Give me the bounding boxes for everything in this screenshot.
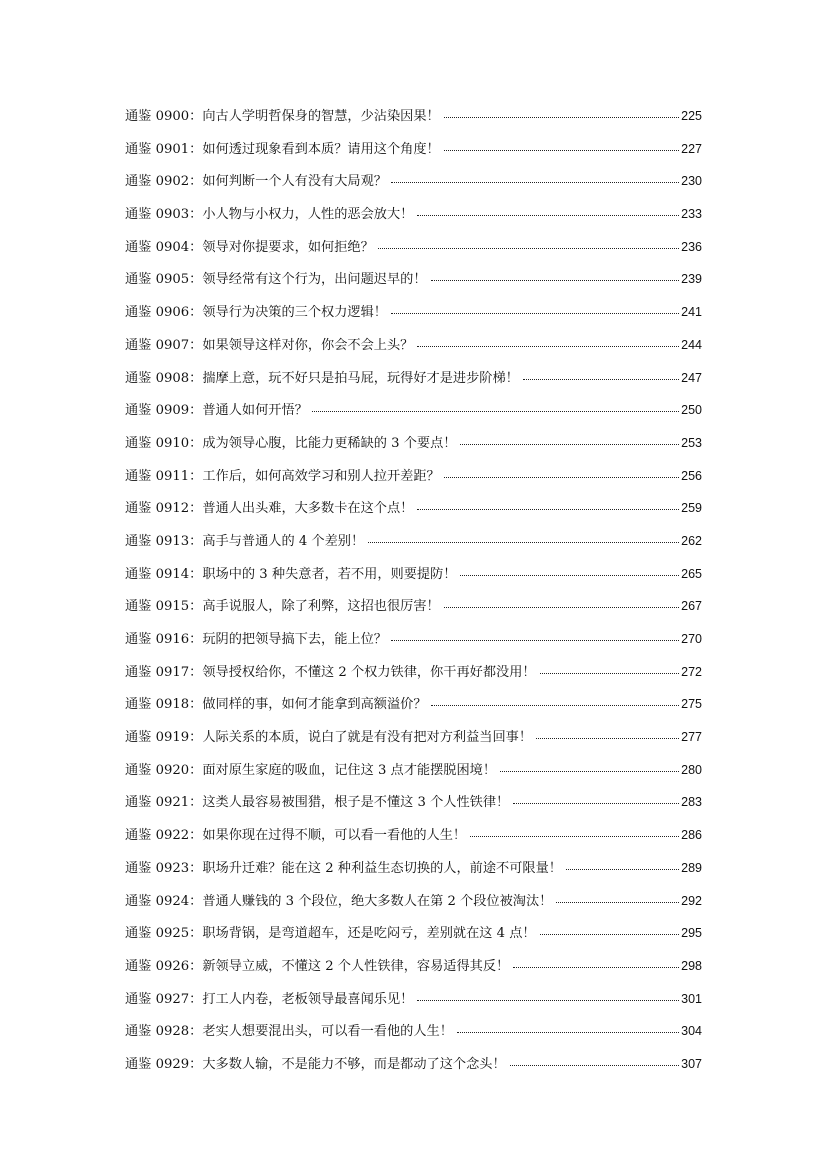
dot-leader <box>510 1064 680 1066</box>
toc-entry-title: 通鉴 0927：打工人内卷，老板领导最喜闻乐见！ <box>125 991 414 1007</box>
toc-entry[interactable] <box>125 923 702 956</box>
toc-entry-title: 通鉴 0922：如果你现在过得不顺，可以看一看他的人生！ <box>125 828 467 844</box>
toc-entry-title: 通鉴 0901：如何透过现象看到本质？请用这个角度！ <box>125 141 440 157</box>
dot-leader <box>431 279 680 281</box>
dot-leader <box>540 933 680 935</box>
dot-leader <box>470 835 679 837</box>
toc-entry-title: 通鉴 0928：老实人想要混出头，可以看一看他的人生！ <box>125 1024 453 1040</box>
dot-leader <box>460 574 679 576</box>
toc-entry[interactable] <box>125 727 702 760</box>
toc-entry[interactable] <box>125 106 702 139</box>
toc-entry-title: 通鉴 0905：领导经常有这个行为，出问题迟早的！ <box>125 272 427 288</box>
dot-leader <box>391 312 679 314</box>
toc-entry-page-number: 272 <box>681 664 702 679</box>
toc-entry-page-number: 239 <box>681 272 702 287</box>
toc-entry-page-number: 298 <box>681 958 702 973</box>
toc-entry-title: 通鉴 0917：领导授权给你，不懂这 2 个权力铁律，你干再好都没用！ <box>125 664 536 680</box>
dot-leader <box>536 737 679 739</box>
toc-entry-title: 通鉴 0924：普通人赚钱的 3 个段位，绝大多数人在第 2 个段位被淘汰！ <box>125 893 553 909</box>
dot-leader <box>378 247 679 249</box>
dot-leader <box>513 802 679 804</box>
toc-entry[interactable] <box>125 302 702 335</box>
toc-entry-title: 通鉴 0915：高手说服人，除了利弊，这招也很厉害！ <box>125 599 440 615</box>
toc-entry-page-number: 233 <box>681 207 702 222</box>
toc-entry-page-number: 283 <box>681 795 702 810</box>
dot-leader <box>444 116 679 118</box>
toc-entry[interactable] <box>125 989 702 1022</box>
toc-entry-page-number: 250 <box>681 403 702 418</box>
dot-leader <box>540 672 680 674</box>
toc-entry[interactable] <box>125 269 702 302</box>
toc-entry-page-number: 280 <box>681 762 702 777</box>
toc-entry-page-number: 307 <box>681 1056 702 1071</box>
toc-entry-title: 通鉴 0907：如果领导这样对你，你会不会上头？ <box>125 337 414 353</box>
toc-entry[interactable] <box>125 466 702 499</box>
toc-entry-page-number: 292 <box>681 893 702 908</box>
dot-leader <box>417 508 679 510</box>
toc-entry-page-number: 301 <box>681 991 702 1006</box>
toc-entry-page-number: 270 <box>681 632 702 646</box>
toc-entry-page-number: 256 <box>681 468 702 483</box>
dot-leader <box>457 1031 679 1033</box>
dot-leader <box>417 345 679 347</box>
dot-leader <box>391 639 679 641</box>
toc-entry[interactable] <box>125 237 702 270</box>
toc-entry[interactable] <box>125 1021 702 1054</box>
toc-entry[interactable] <box>125 760 702 793</box>
toc-entry-page-number: 236 <box>681 239 702 254</box>
toc-entry-title: 通鉴 0913：高手与普通人的 4 个差别！ <box>125 533 365 549</box>
toc-entry-page-number: 286 <box>681 828 702 843</box>
toc-entry[interactable] <box>125 596 702 629</box>
toc-entry[interactable] <box>125 694 702 727</box>
toc-entry-page-number: 277 <box>681 730 702 745</box>
toc-entry-page-number: 247 <box>681 370 702 385</box>
dot-leader <box>460 443 679 445</box>
toc-entry-title: 通鉴 0902：如何判断一个人有没有大局观？ <box>125 174 387 190</box>
toc-entry-page-number: 244 <box>681 337 702 352</box>
toc-entry[interactable] <box>125 433 702 466</box>
toc-entry-page-number: 241 <box>681 305 702 320</box>
toc-entry[interactable] <box>125 368 702 401</box>
toc-entry-title: 通鉴 0908：揣摩上意，玩不好只是拍马屁，玩得好才是进步阶梯！ <box>125 370 519 386</box>
dot-leader <box>417 214 679 216</box>
toc-entry-title: 通鉴 0904：领导对你提要求，如何拒绝？ <box>125 239 374 255</box>
toc-entry-page-number: 259 <box>681 501 702 516</box>
toc-entry-page-number: 262 <box>681 533 702 548</box>
toc-entry-title: 通鉴 0918：做同样的事，如何才能拿到高额溢价？ <box>125 697 427 713</box>
toc-entry[interactable] <box>125 662 702 695</box>
dot-leader <box>417 999 679 1001</box>
dot-leader <box>391 181 679 183</box>
toc-entry-title: 通鉴 0910：成为领导心腹，比能力更稀缺的 3 个要点！ <box>125 435 457 451</box>
toc-entry-page-number: 275 <box>681 697 702 712</box>
toc-entry[interactable] <box>125 139 702 172</box>
toc-entry-title: 通鉴 0920：面对原生家庭的吸血，记住这 3 点才能摆脱困境！ <box>125 762 497 778</box>
toc-entry-title: 通鉴 0911：工作后，如何高效学习和别人拉开差距？ <box>125 468 440 484</box>
dot-leader <box>566 868 679 870</box>
toc-entry[interactable] <box>125 171 702 204</box>
toc-entry-title: 通鉴 0921：这类人最容易被围猎，根子是不懂这 3 个人性铁律！ <box>125 795 510 811</box>
toc-entry-title: 通鉴 0926：新领导立威，不懂这 2 个人性铁律，容易适得其反！ <box>125 958 510 974</box>
toc-entry[interactable] <box>125 564 702 597</box>
toc-entry-title: 通鉴 0903：小人物与小权力，人性的恶会放大！ <box>125 207 414 223</box>
toc-entry[interactable] <box>125 204 702 237</box>
toc-entry-page-number: 265 <box>681 566 702 581</box>
toc-entry[interactable] <box>125 891 702 924</box>
toc-entry-page-number: 225 <box>681 109 702 123</box>
toc-entry-page-number: 227 <box>681 141 702 156</box>
dot-leader <box>312 410 679 412</box>
dot-leader <box>523 378 679 380</box>
toc-entry-title: 通鉴 0914：职场中的 3 种失意者，若不用，则要提防！ <box>125 566 457 582</box>
dot-leader <box>444 149 679 151</box>
toc-entry-title: 通鉴 0906：领导行为决策的三个权力逻辑！ <box>125 305 387 321</box>
dot-leader <box>500 770 679 772</box>
dot-leader <box>368 541 679 543</box>
toc-entry-title: 通鉴 0929：大多数人输，不是能力不够，而是都动了这个念头！ <box>125 1056 506 1072</box>
toc-entry[interactable] <box>125 629 702 662</box>
toc-entry-page-number: 230 <box>681 174 702 189</box>
toc-entry-page-number: 295 <box>681 926 702 941</box>
toc-entry[interactable] <box>125 335 702 368</box>
dot-leader <box>556 901 679 903</box>
toc-entry[interactable] <box>125 531 702 564</box>
dot-leader <box>513 966 679 968</box>
dot-leader <box>444 476 679 478</box>
table-of-contents <box>125 106 702 1087</box>
toc-entry[interactable] <box>125 1054 702 1087</box>
toc-entry-title: 通鉴 0916：玩阴的把领导搞下去，能上位？ <box>125 632 387 647</box>
toc-entry-title: 通鉴 0909：普通人如何开悟？ <box>125 403 308 419</box>
toc-entry-title: 通鉴 0912：普通人出头难，大多数卡在这个点！ <box>125 501 414 517</box>
toc-entry[interactable] <box>125 825 702 858</box>
toc-entry-title: 通鉴 0925：职场背锅，是弯道超车，还是吃闷亏，差别就在这 4 点！ <box>125 926 536 942</box>
toc-entry-title: 通鉴 0923：职场升迁难？能在这 2 种利益生态切换的人，前途不可限量！ <box>125 860 562 876</box>
toc-entry-page-number: 304 <box>681 1024 702 1039</box>
toc-entry[interactable] <box>125 400 702 433</box>
toc-entry-page-number: 289 <box>681 860 702 875</box>
toc-entry-title: 通鉴 0919：人际关系的本质，说白了就是有没有把对方利益当回事！ <box>125 730 533 746</box>
toc-entry[interactable] <box>125 956 702 989</box>
toc-entry-page-number: 253 <box>681 435 702 450</box>
toc-entry-page-number: 267 <box>681 599 702 614</box>
toc-entry[interactable] <box>125 792 702 825</box>
dot-leader <box>444 606 679 608</box>
dot-leader <box>431 704 680 706</box>
toc-entry-title: 通鉴 0900：向古人学明哲保身的智慧，少沾染因果！ <box>125 109 440 124</box>
toc-entry[interactable] <box>125 858 702 891</box>
toc-entry[interactable] <box>125 498 702 531</box>
